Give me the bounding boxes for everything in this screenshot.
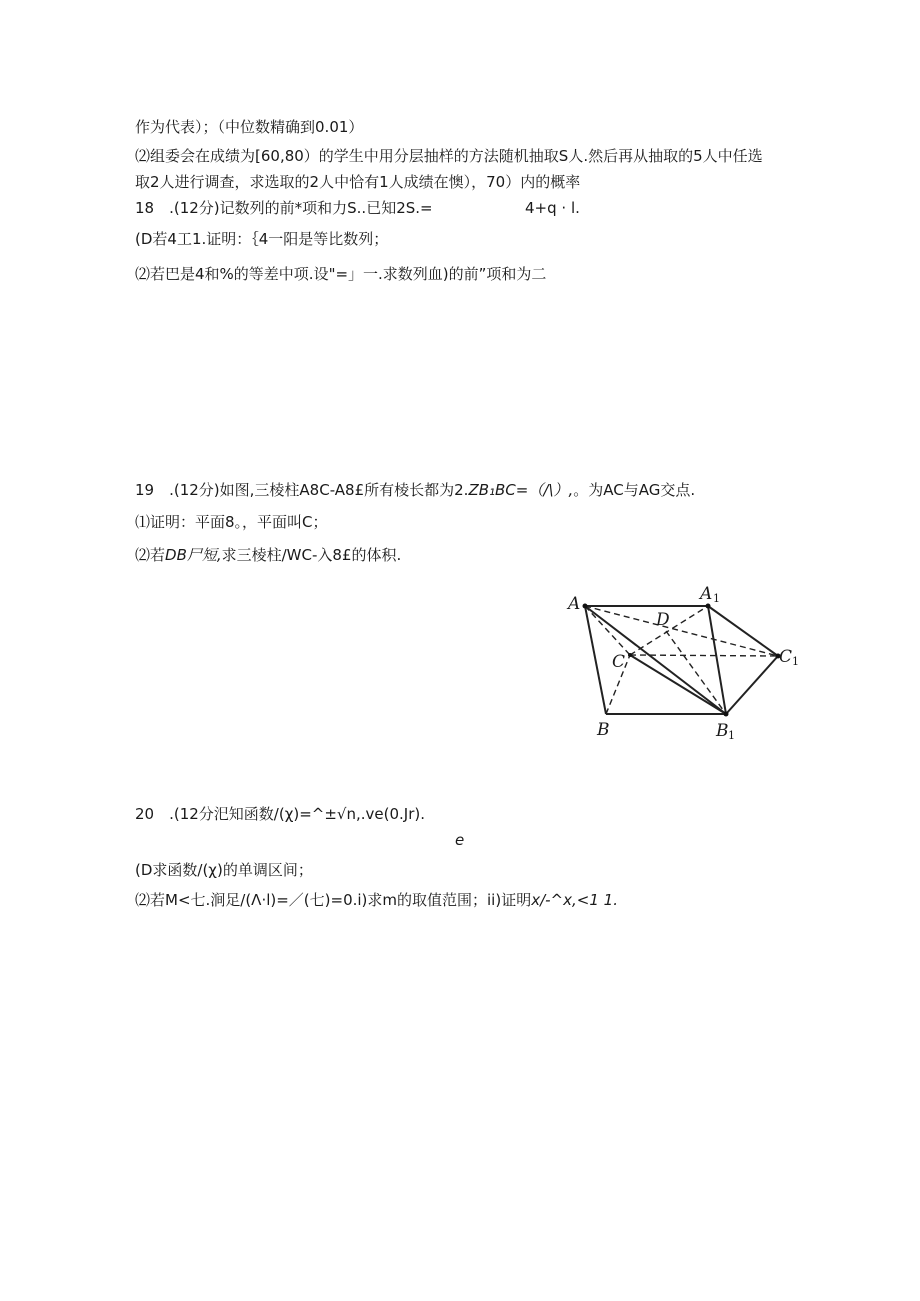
q19-line-3-prefix: ⑵若 xyxy=(135,546,166,564)
q19-line-2: ⑴证明：平面8。，平面叫C； xyxy=(135,513,328,531)
vertex-C xyxy=(628,653,632,657)
q17-line-2: ⑵组委会在成绩为[60,80）的学生中用分层抽样的方法随机抽取S人.然后再从抽取的5人中任选 xyxy=(135,147,763,165)
q19-line-1-end: 。为AC与AG交点. xyxy=(573,481,696,499)
q20-line-3-text: ⑵若M<七.涧足/(Λ·l)=／(七)=0.i)求m的取值范围；ii)证明 xyxy=(135,891,532,909)
label-B: B xyxy=(597,720,610,740)
q19-line-3 xyxy=(135,545,401,565)
q20-line-1: 20 .(12分汜知函数/(χ)=^±√n,.ve(0.Jr). xyxy=(135,805,426,823)
label-A1: A xyxy=(700,584,713,604)
edge-A-C xyxy=(585,606,630,655)
prism-figure xyxy=(560,584,799,745)
q18-line-2: (D若4工1.证明：｛4一阳是等比数列； xyxy=(135,230,389,248)
label-B1-sub: 1 xyxy=(728,729,735,742)
q20-line-2: (D求函数/(χ)的单调区间； xyxy=(135,861,313,879)
edge-C-C1 xyxy=(630,655,778,656)
q20-line-3 xyxy=(135,890,618,910)
q19-line-1 xyxy=(135,480,695,500)
label-C: C xyxy=(612,652,626,672)
q18-line-1-formula: 4+q · l. xyxy=(525,199,580,217)
edge-C-B1 xyxy=(630,655,726,714)
q19-line-3-end: 求三棱柱/WC-入8£的体积. xyxy=(221,546,402,564)
vertex-A1 xyxy=(706,604,711,609)
q17-line-1: 作为代表）；（中位数精确到0.01） xyxy=(135,118,364,136)
q17-line-3: 取2人进行调查，求选取的2人中恰有1人成绩在懊），70）内的概率 xyxy=(135,173,581,191)
edge-A-C1 xyxy=(585,606,778,656)
q19-angle-formula: ZB₁BC=（/\）, xyxy=(468,481,574,499)
edge-B-A xyxy=(585,606,606,714)
q20-proof-formula: x/-^x,<1 1. xyxy=(531,891,618,909)
q19-line-1-text: 19 .(12分)如图,三棱柱A8C-A8£所有棱长都为2. xyxy=(135,481,469,499)
label-B1: B xyxy=(716,721,729,741)
edge-A1-B1 xyxy=(708,606,726,714)
label-D: D xyxy=(656,610,670,630)
edge-C1-B1 xyxy=(726,656,778,714)
edge-D-B1 xyxy=(666,631,726,714)
vertex-B1 xyxy=(724,712,729,717)
vertex-A xyxy=(583,604,588,609)
q19-condition-formula: DB尸短, xyxy=(165,546,222,564)
prism-diagram xyxy=(560,584,799,745)
label-A1-sub: 1 xyxy=(713,592,720,605)
label-C1-sub: 1 xyxy=(792,655,799,668)
label-A: A xyxy=(568,594,581,614)
label-C1: C xyxy=(779,647,793,667)
q20-e-symbol: e xyxy=(455,831,465,849)
q18-line-1-text: 18 .(12分)记数列的前*项和力S..已知2S.= xyxy=(135,199,433,217)
q18-line-3: ⑵若巴是4和%的等差中项.设"=」一.求数列血)的前”项和为二 xyxy=(135,265,547,283)
q18-line-1 xyxy=(135,198,580,218)
edge-A1-C1 xyxy=(708,606,778,656)
